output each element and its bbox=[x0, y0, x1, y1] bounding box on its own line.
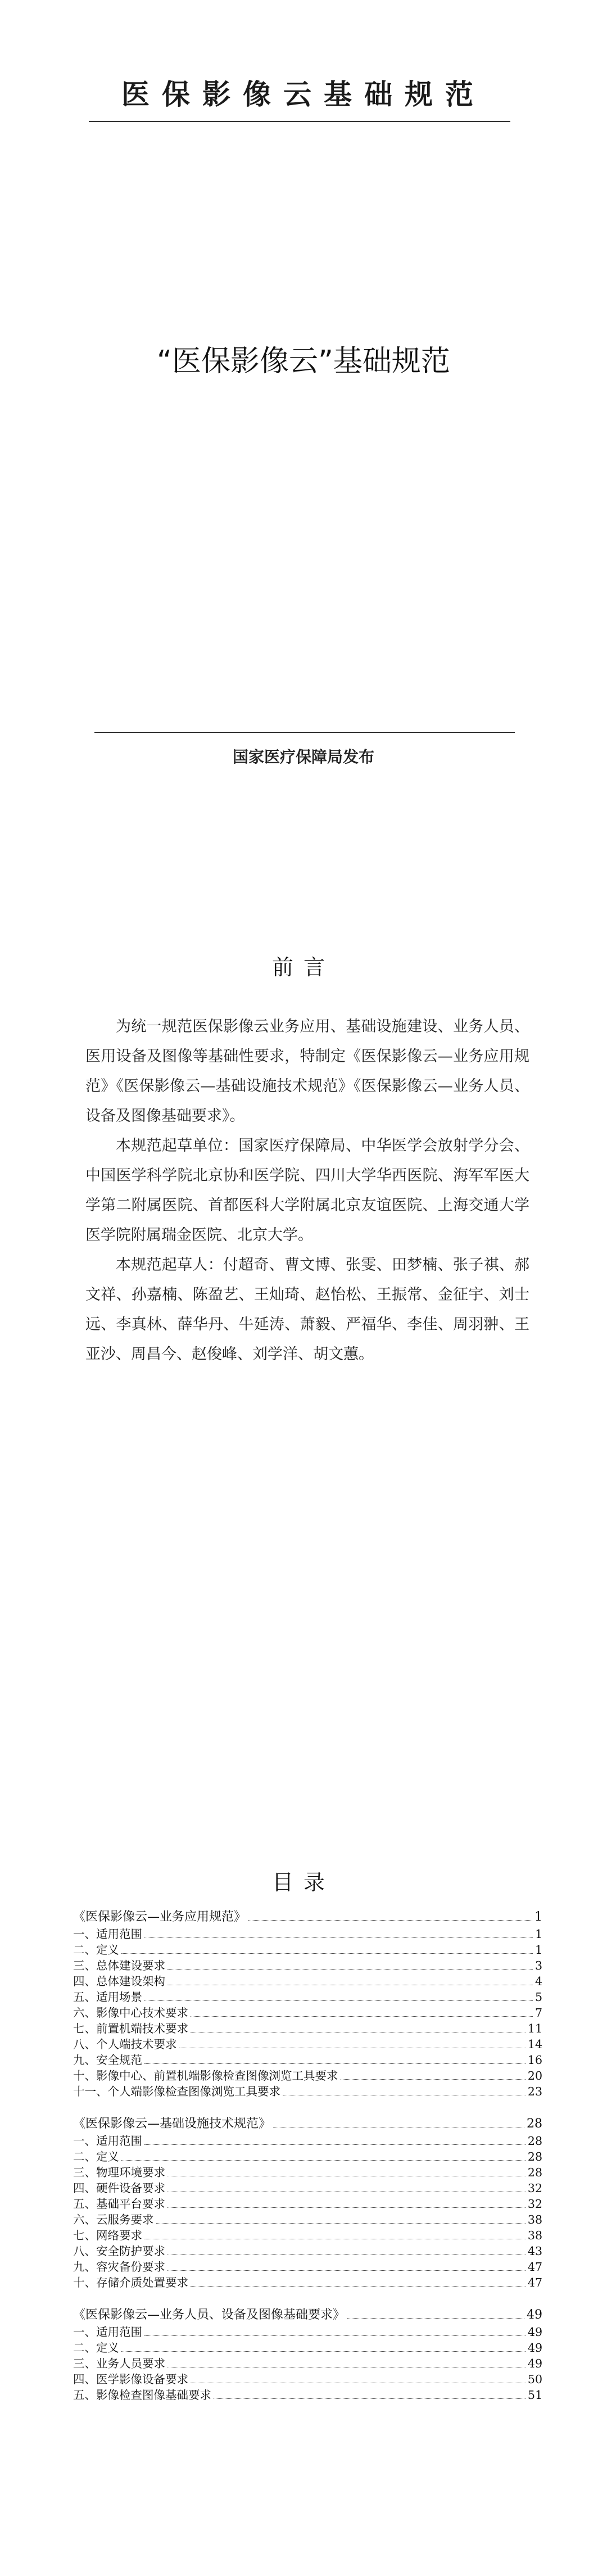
toc-entry-label: 六、影像中心技术要求 bbox=[73, 2006, 188, 2020]
toc-page-number: 38 bbox=[527, 2213, 542, 2226]
toc-entry-label: 五、影像检查图像基础要求 bbox=[73, 2388, 211, 2402]
toc-dot-leader bbox=[144, 2063, 526, 2064]
toc-entry[interactable] bbox=[73, 2356, 542, 2371]
toc-entry-label: 五、适用场景 bbox=[73, 1990, 142, 2004]
toc-entry[interactable] bbox=[73, 2165, 542, 2180]
toc-entry[interactable] bbox=[73, 2005, 542, 2021]
toc-entry-label: 八、安全防护要求 bbox=[73, 2244, 165, 2258]
toc-group bbox=[73, 1908, 542, 2099]
toc-page-number: 28 bbox=[527, 2134, 542, 2148]
toc-page-number: 32 bbox=[527, 2197, 542, 2211]
toc-group bbox=[73, 2306, 542, 2403]
toc-dot-leader bbox=[167, 2270, 526, 2271]
toc-page-number: 28 bbox=[527, 2166, 542, 2179]
toc-entry-label: 二、定义 bbox=[73, 2341, 119, 2355]
toc-dot-leader bbox=[121, 2351, 526, 2352]
toc-dot-leader bbox=[248, 1920, 532, 1921]
toc-entry[interactable] bbox=[73, 2068, 542, 2084]
toc-entry[interactable] bbox=[73, 2180, 542, 2196]
toc-entry[interactable] bbox=[73, 2084, 542, 2099]
toc-entry[interactable] bbox=[73, 1958, 542, 1973]
toc-group bbox=[73, 2115, 542, 2290]
toc-page-number: 4 bbox=[534, 1975, 542, 1988]
toc-entry-label: 《医保影像云—基础设施技术规范》 bbox=[73, 2117, 271, 2131]
toc-entry[interactable] bbox=[73, 2036, 542, 2052]
toc-dot-leader bbox=[144, 2335, 526, 2336]
toc-document-entry[interactable] bbox=[73, 1908, 542, 1926]
toc-entry[interactable] bbox=[73, 2275, 542, 2290]
toc-page-number: 7 bbox=[534, 2006, 542, 2020]
preface-paragraph: 本规范起草人：付超奇、曹文博、张雯、田梦楠、张子祺、郝文祥、孙嘉楠、陈盈艺、王灿琦、赵怡松、王振常、金征宇、刘士远、李真林、薛华丹、牛延涛、萧毅、严福华、李佳、周羽翀、王亚沙、周昌今、赵俊峰、刘学洋、胡文蕙。 bbox=[85, 1256, 529, 1363]
toc-entry-label: 五、基础平台要求 bbox=[73, 2197, 165, 2211]
toc-dot-leader bbox=[121, 1953, 533, 1954]
toc-page-number: 47 bbox=[527, 2276, 542, 2289]
toc-page-number: 32 bbox=[527, 2181, 542, 2195]
toc-entry-label: 四、硬件设备要求 bbox=[73, 2181, 165, 2195]
toc-entry-label: 一、适用范围 bbox=[73, 2134, 142, 2148]
toc-page-number: 11 bbox=[527, 2022, 542, 2035]
toc-entry[interactable] bbox=[73, 1926, 542, 1942]
publisher-divider bbox=[94, 732, 515, 733]
toc-entry[interactable] bbox=[73, 2212, 542, 2228]
toc-dot-leader bbox=[144, 2144, 526, 2145]
toc-entry-label: 一、适用范围 bbox=[73, 2325, 142, 2339]
toc-page-number: 1 bbox=[534, 1910, 542, 1924]
toc-dot-leader bbox=[167, 2254, 526, 2255]
toc-entry-label: 九、安全规范 bbox=[73, 2053, 142, 2067]
toc-entry[interactable] bbox=[73, 2324, 542, 2340]
toc-entry-label: 二、定义 bbox=[73, 2150, 119, 2163]
toc-entry-label: 四、医学影像设备要求 bbox=[73, 2373, 188, 2386]
toc-document-entry[interactable] bbox=[73, 2306, 542, 2324]
toc-entry-label: 一、适用范围 bbox=[73, 1927, 142, 1941]
table-of-contents bbox=[73, 1908, 542, 2419]
document-header-title: 医保影像云基础规范 bbox=[121, 78, 486, 111]
toc-page-number: 28 bbox=[527, 2150, 542, 2163]
toc-entry-label: 十、存储介质处置要求 bbox=[73, 2276, 188, 2289]
toc-entry[interactable] bbox=[73, 2243, 542, 2259]
toc-entry-label: 《医保影像云—业务应用规范》 bbox=[73, 1910, 247, 1924]
toc-entry-label: 八、个人端技术要求 bbox=[73, 2038, 177, 2051]
cover-title: “医保影像云”基础规范 bbox=[157, 345, 450, 378]
toc-entry-label: 七、网络要求 bbox=[73, 2229, 142, 2242]
preface-heading: 前言 bbox=[271, 955, 335, 980]
toc-page-number: 16 bbox=[527, 2053, 542, 2067]
toc-entry[interactable] bbox=[73, 2228, 542, 2243]
toc-page-number: 20 bbox=[527, 2069, 542, 2082]
toc-dot-leader bbox=[144, 1937, 533, 1938]
toc-entry[interactable] bbox=[73, 2133, 542, 2149]
toc-entry[interactable] bbox=[73, 2259, 542, 2275]
toc-page-number: 43 bbox=[527, 2244, 542, 2258]
toc-page-number: 38 bbox=[527, 2229, 542, 2242]
toc-entry-label: 十一、个人端影像检查图像浏览工具要求 bbox=[73, 2085, 280, 2098]
toc-page-number: 51 bbox=[527, 2388, 542, 2402]
toc-dot-leader bbox=[167, 2207, 526, 2208]
toc-page-number: 49 bbox=[527, 2357, 542, 2370]
toc-dot-leader bbox=[167, 1969, 533, 1970]
toc-dot-leader bbox=[191, 2016, 533, 2017]
toc-page-number: 28 bbox=[527, 2117, 542, 2131]
toc-entry[interactable] bbox=[73, 2052, 542, 2068]
toc-entry[interactable] bbox=[73, 2021, 542, 2036]
toc-entry-label: 三、业务人员要求 bbox=[73, 2357, 165, 2370]
toc-page-number: 49 bbox=[527, 2325, 542, 2339]
toc-entry[interactable] bbox=[73, 1973, 542, 1989]
toc-entry-label: 七、前置机端技术要求 bbox=[73, 2022, 188, 2035]
preface-body bbox=[85, 1012, 529, 1369]
toc-entry-label: 二、定义 bbox=[73, 1943, 119, 1957]
toc-entry[interactable] bbox=[73, 1989, 542, 2005]
toc-page-number: 1 bbox=[534, 1943, 542, 1957]
toc-page-number: 23 bbox=[527, 2085, 542, 2098]
toc-dot-leader bbox=[121, 2160, 526, 2161]
toc-entry-label: 三、总体建设要求 bbox=[73, 1959, 165, 1972]
toc-heading: 目录 bbox=[271, 1870, 335, 1895]
toc-entry-label: 九、容灾备份要求 bbox=[73, 2260, 165, 2274]
toc-page-number: 47 bbox=[527, 2260, 542, 2274]
toc-entry[interactable] bbox=[73, 2371, 542, 2387]
toc-entry-label: 十、影像中心、前置机端影像检查图像浏览工具要求 bbox=[73, 2069, 338, 2082]
toc-entry[interactable] bbox=[73, 1942, 542, 1958]
toc-page-number: 3 bbox=[534, 1959, 542, 1972]
toc-dot-leader bbox=[191, 2286, 526, 2287]
toc-page-number: 50 bbox=[527, 2373, 542, 2386]
toc-dot-leader bbox=[214, 2398, 526, 2399]
toc-page-number: 1 bbox=[534, 1927, 542, 1941]
toc-dot-leader bbox=[341, 2079, 526, 2080]
toc-page-number: 49 bbox=[527, 2308, 542, 2322]
publisher-label: 国家医疗保障局发布 bbox=[232, 748, 374, 766]
toc-page-number: 5 bbox=[534, 1990, 542, 2004]
toc-page-number: 49 bbox=[527, 2341, 542, 2355]
toc-entry[interactable] bbox=[73, 2387, 542, 2403]
preface-paragraph: 本规范起草单位：国家医疗保障局、中华医学会放射学分会、中国医学科学院北京协和医学院、四川大学华西医院、海军军医大学第二附属医院、首都医科大学附属北京友谊医院、上海交通大学医学院附属瑞金医院、北京大学。 bbox=[85, 1137, 529, 1244]
header-divider bbox=[89, 121, 510, 122]
toc-entry[interactable] bbox=[73, 2149, 542, 2165]
toc-dot-leader bbox=[347, 2318, 524, 2319]
toc-entry[interactable] bbox=[73, 2196, 542, 2212]
toc-entry-label: 六、云服务要求 bbox=[73, 2213, 154, 2226]
preface-paragraph: 为统一规范医保影像云业务应用、基础设施建设、业务人员、医用设备及图像等基础性要求，特制定《医保影像云—业务应用规范》《医保影像云—基础设施技术规范》《医保影像云—业务人员、设备及图像基础要求》。 bbox=[85, 1018, 529, 1125]
toc-dot-leader bbox=[156, 2223, 526, 2224]
toc-document-entry[interactable] bbox=[73, 2115, 542, 2133]
toc-entry[interactable] bbox=[73, 2340, 542, 2356]
toc-entry-label: 《医保影像云—业务人员、设备及图像基础要求》 bbox=[73, 2308, 346, 2322]
toc-entry-label: 三、物理环境要求 bbox=[73, 2166, 165, 2179]
toc-page-number: 14 bbox=[527, 2038, 542, 2051]
toc-dot-leader bbox=[144, 2000, 533, 2001]
toc-entry-label: 四、总体建设架构 bbox=[73, 1975, 165, 1988]
